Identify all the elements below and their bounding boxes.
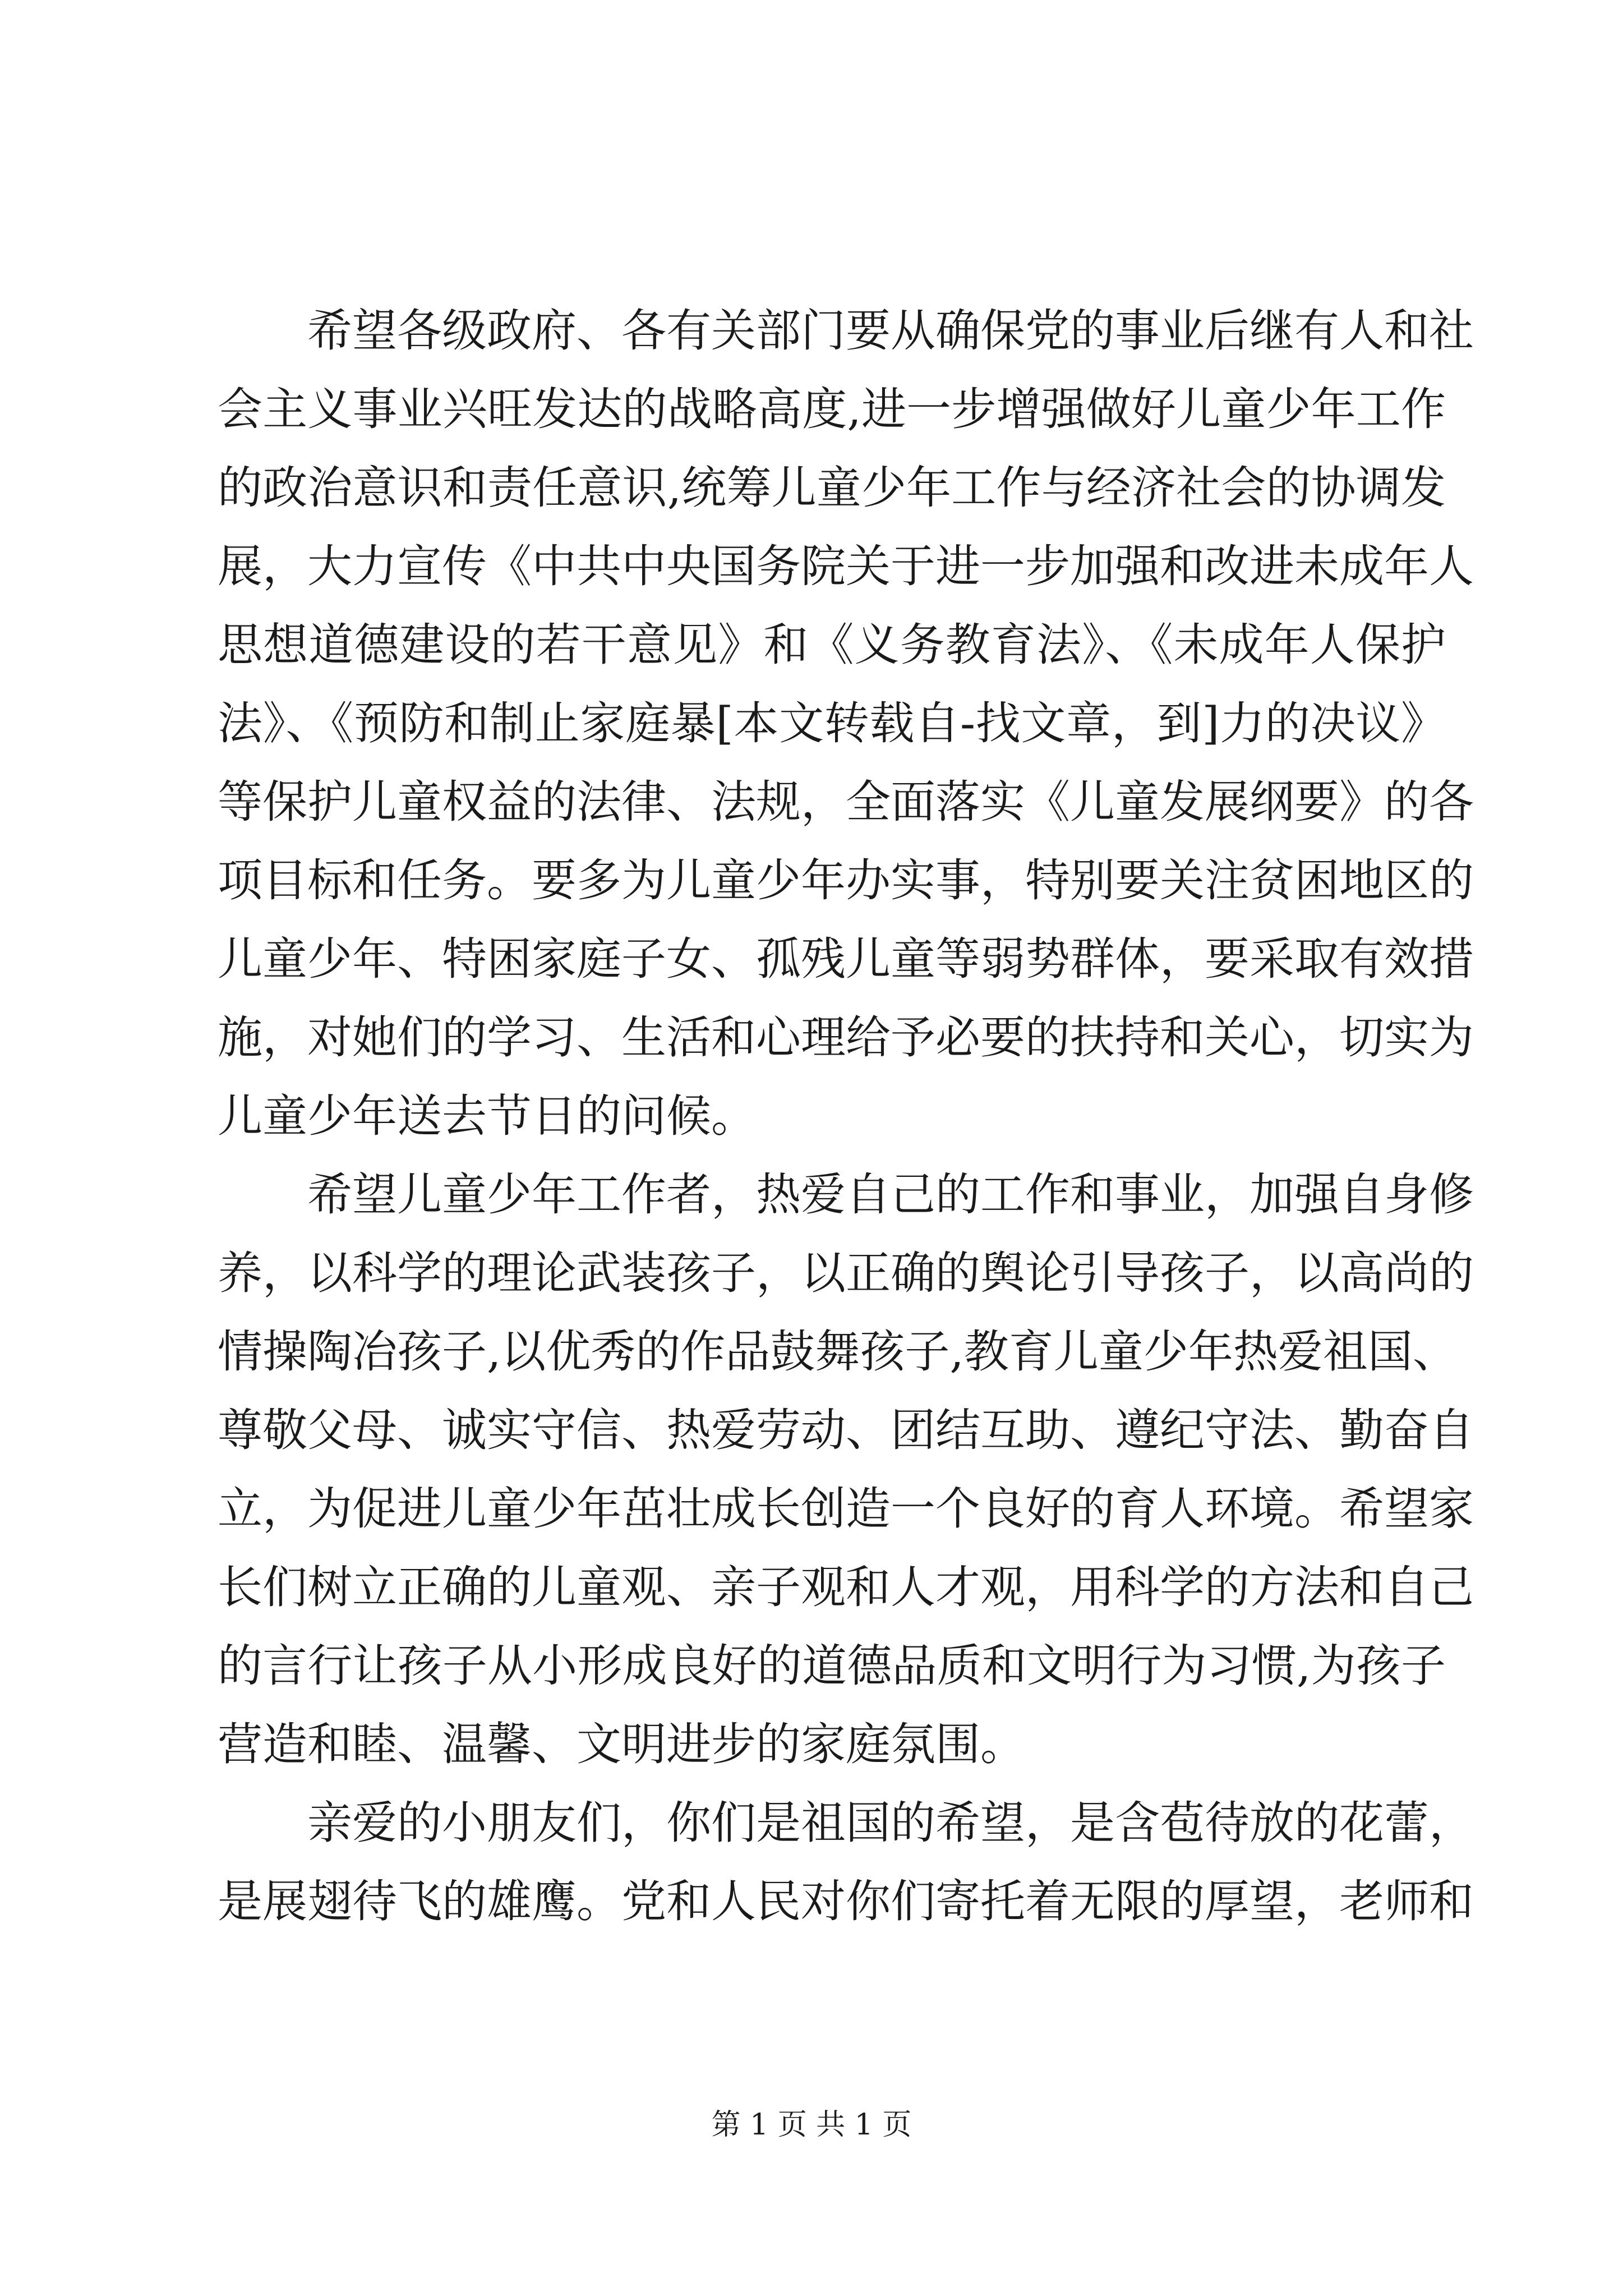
text-line: 儿童少年、特困家庭子女、孤残儿童等弱势群体，要采取有效措	[218, 933, 1474, 985]
page-footer: 第 1 页 共 1 页	[711, 2108, 912, 2142]
text-line: 的政治意识和责任意识,统筹儿童少年工作与经济社会的协调发	[218, 462, 1446, 514]
text-line: 施，对她们的学习、生活和心理给予必要的扶持和关心，切实为	[218, 1011, 1474, 1064]
text-line: 法》、《预防和制止家庭暴[本文转载自-找文章，到]力的决议》	[218, 697, 1446, 749]
text-line: 长们树立正确的儿童观、亲子观和人才观，用科学的方法和自己	[218, 1561, 1474, 1613]
text-line: 项目标和任务。要多为儿童少年办实事，特别要关注贫困地区的	[218, 854, 1474, 907]
text-line: 亲爱的小朋友们，你们是祖国的希望，是含苞待放的花蕾，	[307, 1797, 1474, 1849]
text-line: 的言行让孩子从小形成良好的道德品质和文明行为习惯,为孩子	[218, 1640, 1446, 1692]
text-line: 立，为促进儿童少年茁壮成长创造一个良好的育人环境。希望家	[218, 1483, 1474, 1535]
text-line: 养，以科学的理论武装孩子，以正确的舆论引导孩子，以高尚的	[218, 1247, 1474, 1299]
paragraph	[218, 1784, 1474, 1941]
document-body	[218, 292, 1474, 1941]
text-line: 儿童少年送去节日的问候。	[218, 1090, 756, 1142]
text-line: 是展翅待飞的雄鹰。党和人民对你们寄托着无限的厚望，老师和	[218, 1875, 1474, 1927]
text-line: 情操陶冶孩子,以优秀的作品鼓舞孩子,教育儿童少年热爱祖国、	[218, 1326, 1458, 1378]
text-line: 尊敬父母、诚实守信、热爱劳动、团结互助、遵纪守法、勤奋自	[218, 1404, 1474, 1456]
text-line: 思想道德建设的若干意见》和《义务教育法》、《未成年人保护	[218, 619, 1446, 671]
text-line: 希望儿童少年工作者，热爱自己的工作和事业，加强自身修	[307, 1168, 1474, 1221]
text-line: 营造和睦、温馨、文明进步的家庭氛围。	[218, 1718, 1025, 1770]
text-line: 会主义事业兴旺发达的战略高度,进一步增强做好儿童少年工作	[218, 383, 1446, 435]
paragraph	[218, 292, 1474, 1156]
text-line: 希望各级政府、各有关部门要从确保党的事业后继有人和社	[307, 305, 1474, 357]
paragraph	[218, 1156, 1474, 1784]
text-line: 展，大力宣传《中共中央国务院关于进一步加强和改进未成年人	[218, 540, 1474, 592]
text-line: 等保护儿童权益的法律、法规，全面落实《儿童发展纲要》的各	[218, 776, 1474, 828]
